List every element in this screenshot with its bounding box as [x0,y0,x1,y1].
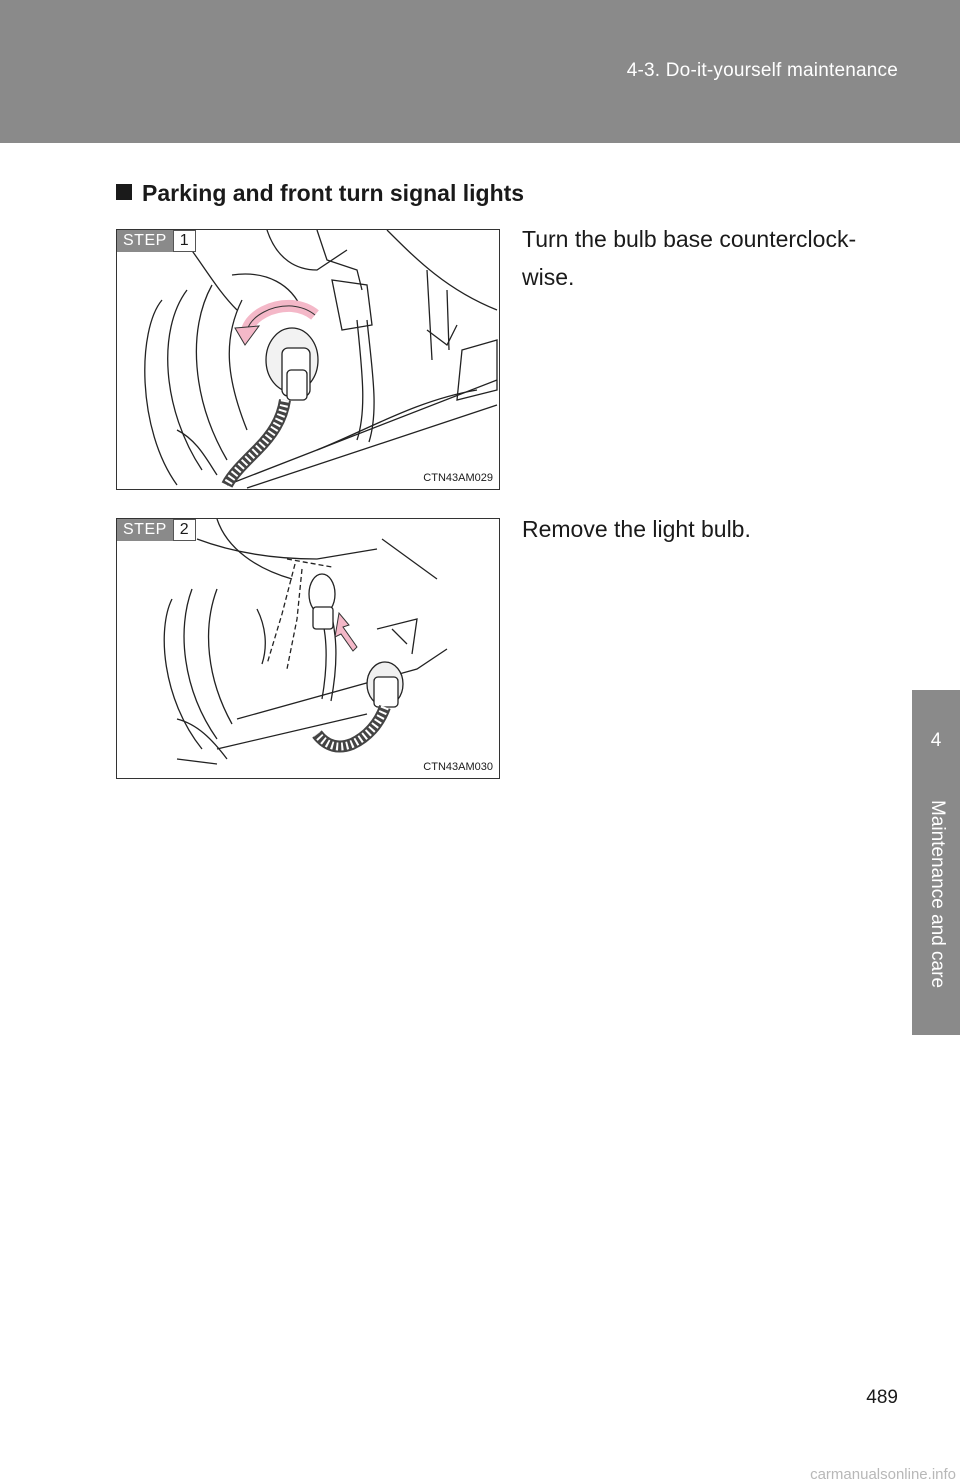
section-heading [116,180,524,207]
step-label: STEP [117,230,173,252]
step-2-badge [117,519,196,541]
chapter-title: Maintenance and care [927,800,948,989]
figure-code: CTN43AM029 [423,472,493,484]
chapter-side-tab[interactable] [912,690,960,1035]
section-heading-text: Parking and front turn signal lights [142,180,525,206]
bulb-removal-illustration [117,519,499,778]
step-1-badge [117,230,196,252]
step-1-instruction: Turn the bulb base counterclock-wise. [522,226,857,290]
chapter-number: 4 [930,730,942,751]
section-title: 4-3. Do-it-yourself maintenance [626,60,898,81]
bulb-base-illustration [117,230,499,489]
step-2-figure [116,518,500,779]
figure-code: CTN43AM030 [423,761,493,773]
step-2-instruction: Remove the light bulb. [522,516,751,542]
page-header-band [0,0,960,143]
page-number: 489 [866,1387,898,1408]
watermark-text[interactable]: carmanualsonline.info [810,1466,956,1483]
bullet-square-icon [116,184,132,200]
step-number: 1 [173,230,196,252]
step-1-figure [116,229,500,490]
step-number: 2 [173,519,196,541]
step-label: STEP [117,519,173,541]
